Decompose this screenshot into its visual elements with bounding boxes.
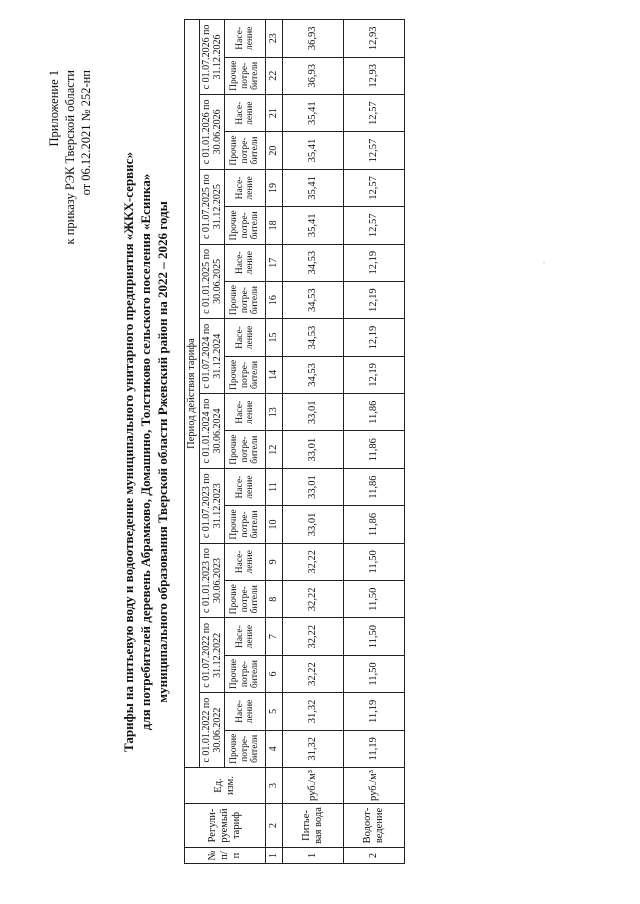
period-header: с 01.01.2024 по 30.06.2024 xyxy=(200,394,225,469)
tariff-value-cell: 12,19 xyxy=(344,356,405,393)
column-number: 7 xyxy=(266,618,283,655)
subheader-other-consumers: Прочие потре-бители xyxy=(225,57,266,94)
tariff-value-cell: 34,53 xyxy=(283,281,344,318)
tariff-value-cell: 11,86 xyxy=(344,506,405,543)
column-number: 20 xyxy=(266,132,283,169)
tariff-value-cell: 12,93 xyxy=(344,57,405,94)
tariff-value-cell: 12,57 xyxy=(344,94,405,131)
appendix-line-2: к приказу РЭК Тверской области xyxy=(63,70,77,245)
subheader-other-consumers: Прочие потре-бители xyxy=(225,431,266,468)
tariff-value-cell: 33,01 xyxy=(283,394,344,431)
scan-speck: · xyxy=(540,261,549,264)
column-number: 10 xyxy=(266,506,283,543)
period-header: с 01.07.2024 по 31.12.2024 xyxy=(200,319,225,394)
table-row xyxy=(344,19,405,863)
subheader-other-consumers: Прочие потре-бители xyxy=(225,506,266,543)
subheader-other-consumers: Прочие потре-бители xyxy=(225,207,266,244)
tariff-value-cell: 11,19 xyxy=(344,693,405,730)
column-number: 6 xyxy=(266,655,283,692)
tariff-table xyxy=(184,19,405,864)
tariff-value-cell: 33,01 xyxy=(283,468,344,505)
tariff-value-cell: 12,57 xyxy=(344,207,405,244)
tariff-value-cell: 12,93 xyxy=(344,19,405,57)
column-number: 15 xyxy=(266,319,283,356)
table-row xyxy=(283,19,344,863)
row-unit: руб./м³ xyxy=(283,768,344,804)
column-number: 8 xyxy=(266,581,283,618)
table-header-row-1 xyxy=(185,19,200,863)
tariff-value-cell: 12,19 xyxy=(344,319,405,356)
column-number: 21 xyxy=(266,94,283,131)
document-title xyxy=(120,0,171,904)
subheader-population: Насе-ление xyxy=(225,468,266,505)
column-number: 18 xyxy=(266,207,283,244)
appendix-line-3: от 06.12.2021 № 252-нп xyxy=(79,70,93,196)
tariff-value-cell: 35,41 xyxy=(283,207,344,244)
appendix-block xyxy=(46,70,94,244)
tariff-value-cell: 35,41 xyxy=(283,132,344,169)
tariff-value-cell: 11,86 xyxy=(344,394,405,431)
period-header: с 01.07.2025 по 31.12.2025 xyxy=(200,169,225,244)
column-number: 22 xyxy=(266,57,283,94)
tariff-value-cell: 11,86 xyxy=(344,468,405,505)
row-number: 1 xyxy=(283,848,344,864)
subheader-population: Насе-ление xyxy=(225,693,266,730)
row-tariff-name: Водоот-ведение xyxy=(344,804,405,848)
subheader-population: Насе-ление xyxy=(225,394,266,431)
subheader-population: Насе-ление xyxy=(225,319,266,356)
subheader-population: Насе-ление xyxy=(225,169,266,206)
column-number: 4 xyxy=(266,730,283,767)
period-header: с 01.01.2026 по 30.06.2026 xyxy=(200,94,225,169)
tariff-value-cell: 11,19 xyxy=(344,730,405,767)
column-number: 5 xyxy=(266,693,283,730)
column-number: 19 xyxy=(266,169,283,206)
tariff-value-cell: 12,19 xyxy=(344,281,405,318)
subheader-population: Насе-ление xyxy=(225,94,266,131)
column-number: 16 xyxy=(266,281,283,318)
header-tariff: Регули-руемый тариф xyxy=(185,804,266,848)
tariff-value-cell: 11,50 xyxy=(344,543,405,580)
tariff-value-cell: 33,01 xyxy=(283,431,344,468)
tariff-value-cell: 36,93 xyxy=(283,19,344,57)
period-header: с 01.01.2025 по 30.06.2025 xyxy=(200,244,225,319)
subheader-population: Насе-ление xyxy=(225,244,266,281)
period-header: с 01.07.2023 по 31.12.2023 xyxy=(200,468,225,543)
subheader-other-consumers: Прочие потре-бители xyxy=(225,655,266,692)
tariff-value-cell: 32,22 xyxy=(283,581,344,618)
subheader-other-consumers: Прочие потре-бители xyxy=(225,730,266,767)
subheader-other-consumers: Прочие потре-бители xyxy=(225,356,266,393)
column-number: 14 xyxy=(266,356,283,393)
tariff-value-cell: 32,22 xyxy=(283,655,344,692)
table-header-periods xyxy=(200,19,225,863)
table-header-subcolumns xyxy=(225,19,266,863)
subheader-other-consumers: Прочие потре-бители xyxy=(225,132,266,169)
title-line-2: для потребителей деревень Абрамково, Домашино, Толстиково сельского поселения «Есинка» xyxy=(138,173,153,731)
column-number-row xyxy=(266,19,283,863)
column-number: 3 xyxy=(266,768,283,804)
tariff-value-cell: 11,50 xyxy=(344,618,405,655)
tariff-value-cell: 36,93 xyxy=(283,57,344,94)
column-number: 13 xyxy=(266,394,283,431)
tariff-value-cell: 33,01 xyxy=(283,506,344,543)
tariff-value-cell: 12,57 xyxy=(344,132,405,169)
subheader-other-consumers: Прочие потре-бители xyxy=(225,281,266,318)
tariff-value-cell: 12,57 xyxy=(344,169,405,206)
row-number: 2 xyxy=(344,848,405,864)
header-period-group: Период действия тарифа xyxy=(185,19,200,767)
tariff-value-cell: 31,32 xyxy=(283,730,344,767)
tariff-value-cell: 31,32 xyxy=(283,693,344,730)
tariff-value-cell: 34,53 xyxy=(283,319,344,356)
tariff-value-cell: 32,22 xyxy=(283,618,344,655)
subheader-population: Насе-ление xyxy=(225,618,266,655)
header-num: № п/п xyxy=(185,848,266,864)
subheader-population: Насе-ление xyxy=(225,543,266,580)
period-header: с 01.07.2026 по 31.12.2026 xyxy=(200,19,225,94)
column-number: 1 xyxy=(266,848,283,864)
subheader-other-consumers: Прочие потре-бители xyxy=(225,581,266,618)
subheader-population: Насе-ление xyxy=(225,19,266,57)
tariff-value-cell: 35,41 xyxy=(283,94,344,131)
tariff-value-cell: 34,53 xyxy=(283,356,344,393)
tariff-value-cell: 11,50 xyxy=(344,655,405,692)
tariff-value-cell: 34,53 xyxy=(283,244,344,281)
tariff-value-cell: 11,86 xyxy=(344,431,405,468)
period-header: с 01.07.2022 по 31.12.2022 xyxy=(200,618,225,693)
column-number: 12 xyxy=(266,431,283,468)
tariff-value-cell: 12,19 xyxy=(344,244,405,281)
period-header: с 01.01.2022 по 30.06.2022 xyxy=(200,693,225,768)
header-unit: Ед. изм. xyxy=(185,768,266,804)
appendix-line-1: Приложение 1 xyxy=(47,70,61,147)
column-number: 2 xyxy=(266,804,283,848)
title-line-1: Тарифы на питьевую воду и водоотведение муниципального унитарного предприятия «ЖКХ-сервис» xyxy=(121,152,136,752)
tariff-value-cell: 35,41 xyxy=(283,169,344,206)
column-number: 23 xyxy=(266,19,283,57)
title-line-3: муниципального образования Тверской области Ржевский район на 2022 – 2026 годы xyxy=(155,201,170,703)
column-number: 11 xyxy=(266,468,283,505)
tariff-value-cell: 32,22 xyxy=(283,543,344,580)
tariff-value-cell: 11,50 xyxy=(344,581,405,618)
row-tariff-name: Питье-вая вода xyxy=(283,804,344,848)
column-number: 17 xyxy=(266,244,283,281)
period-header: с 01.01.2023 по 30.06.2023 xyxy=(200,543,225,618)
column-number: 9 xyxy=(266,543,283,580)
row-unit: руб./м³ xyxy=(344,768,405,804)
